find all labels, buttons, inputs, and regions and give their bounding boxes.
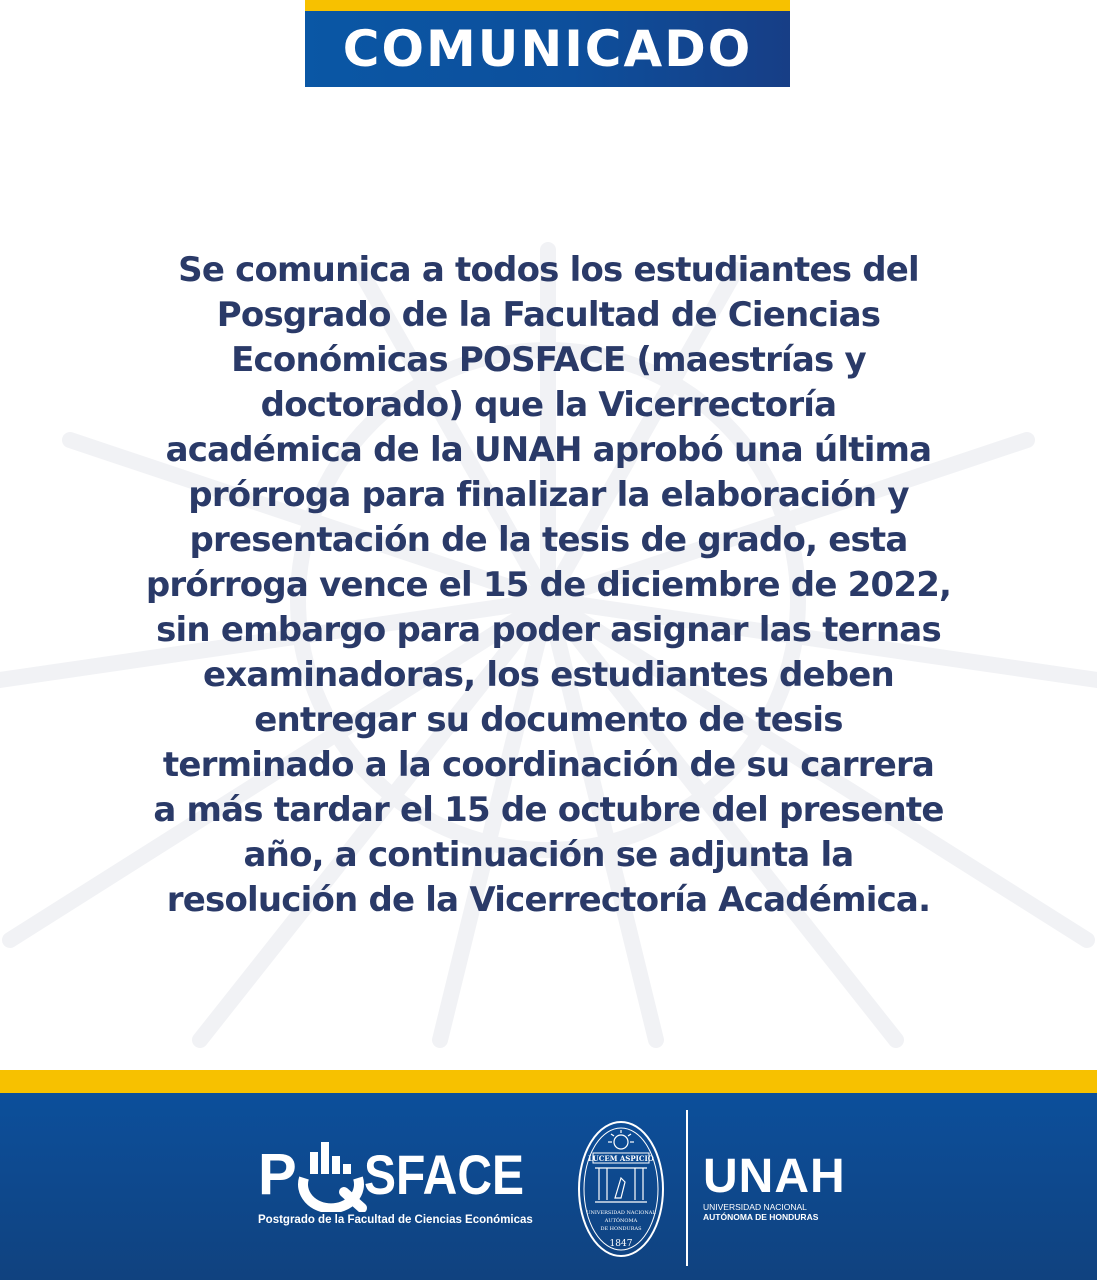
paragraph-line: terminado a la coordinación de su carrera [162, 745, 935, 785]
paragraph-line: resolución de la Vicerrectoría Académica. [166, 880, 931, 920]
paragraph-line: año, a continuación se adjunta la [243, 835, 854, 875]
header-banner [305, 0, 790, 87]
header-yellow-stripe [305, 0, 790, 11]
paragraph-line: entregar su documento de tesis [254, 700, 843, 740]
paragraph-line: Se comunica a todos los estudiantes del [178, 250, 919, 290]
seal-sun-icon [608, 1130, 634, 1149]
paragraph-line: Económicas POSFACE (maestrías y [231, 340, 866, 380]
paragraph-line: prórroga para finalizar la elaboración y [188, 475, 909, 515]
posface-chart-icon [303, 1142, 362, 1208]
paragraph-line: prórroga vence el 15 de diciembre de 2022, [145, 565, 952, 605]
seal-motto: LUCEM ASPICIO [588, 1154, 654, 1163]
unah-seal [577, 1120, 665, 1258]
seal-year: 1847 [609, 1239, 633, 1249]
seal-text-autonoma: AUTÓNOMA [604, 1218, 638, 1224]
posface-wordmark [258, 1142, 538, 1212]
unah-title: UNAH [703, 1150, 846, 1203]
paragraph-line: Posgrado de la Facultad de Ciencias [216, 295, 881, 335]
seal-temple-icon [595, 1168, 647, 1202]
posface-logo [258, 1128, 548, 1233]
posface-wordmark-p: P [258, 1142, 297, 1207]
posface-wordmark-sface: SFACE [364, 1143, 524, 1206]
paragraph-line: académica de la UNAH aprobó una última [165, 430, 932, 470]
footer-yellow-stripe [0, 1070, 1097, 1093]
unah-subtitle-line1: UNIVERSIDAD NACIONAL [703, 1202, 807, 1212]
unah-logo [703, 1152, 846, 1222]
footer-divider [686, 1110, 688, 1266]
posface-tagline: Postgrado de la Facultad de Ciencias Económicas [258, 1214, 533, 1226]
page-title: COMUNICADO [342, 20, 753, 78]
announcement-paragraph [100, 248, 997, 923]
paragraph-line: sin embargo para poder asignar las ternas [156, 610, 941, 650]
paragraph-line: examinadoras, los estudiantes deben [203, 655, 894, 695]
paragraph-line: presentación de la tesis de grado, esta [189, 520, 908, 560]
seal-text-honduras: DE HONDURAS [600, 1226, 642, 1232]
paragraph-line: a más tardar el 15 de octubre del presente [153, 790, 944, 830]
header-blue-band [305, 11, 790, 87]
unah-subtitle-line2: AUTÓNOMA DE HONDURAS [703, 1212, 819, 1222]
paragraph-line: doctorado) que la Vicerrectoría [260, 385, 837, 425]
seal-text-university: UNIVERSIDAD NACIONAL [586, 1210, 656, 1216]
footer-blue-band [0, 1093, 1097, 1280]
